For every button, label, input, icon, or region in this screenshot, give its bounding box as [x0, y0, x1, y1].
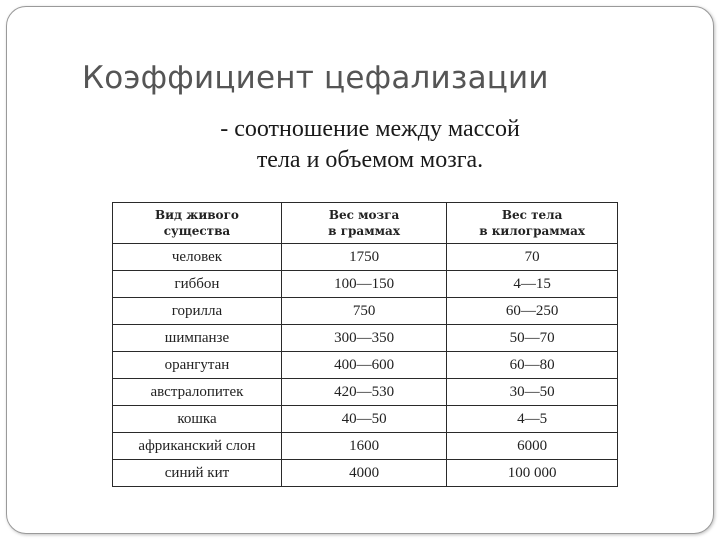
table-row: [113, 298, 618, 325]
cell-species: австралопитек: [113, 379, 282, 406]
header-brain-weight: [281, 203, 446, 244]
subtitle-line-1: - соотношение между массой: [220, 116, 520, 142]
cell-body-weight: 60—80: [447, 352, 618, 379]
cell-brain-weight: 300—350: [281, 325, 446, 352]
cell-brain-weight: 100—150: [281, 271, 446, 298]
table-header-row: [113, 203, 618, 244]
table-row: [113, 379, 618, 406]
header-species: [113, 203, 282, 244]
cell-species: орангутан: [113, 352, 282, 379]
cell-brain-weight: 4000: [281, 460, 446, 487]
cell-brain-weight: 1750: [281, 244, 446, 271]
cell-body-weight: 4—5: [447, 406, 618, 433]
header-species-line-1: Вид живого: [154, 208, 239, 222]
cell-body-weight: 60—250: [447, 298, 618, 325]
subtitle-line-2: тела и объемом мозга.: [256, 147, 484, 173]
cell-body-weight: 6000: [447, 433, 618, 460]
cell-brain-weight: 750: [281, 298, 446, 325]
cell-species: человек: [113, 244, 282, 271]
table-row: [113, 352, 618, 379]
cell-body-weight: 50—70: [447, 325, 618, 352]
table-row: [113, 271, 618, 298]
encephalization-table: [112, 202, 618, 487]
table-row: [113, 244, 618, 271]
cell-body-weight: 30—50: [447, 379, 618, 406]
cell-body-weight: 70: [447, 244, 618, 271]
cell-brain-weight: 40—50: [281, 406, 446, 433]
cell-body-weight: 4—15: [447, 271, 618, 298]
table-row: [113, 433, 618, 460]
cell-brain-weight: 1600: [281, 433, 446, 460]
table-row: [113, 460, 618, 487]
header-brain-line-2: в граммах: [328, 224, 400, 238]
cell-species: гиббон: [113, 271, 282, 298]
cell-body-weight: 100 000: [447, 460, 618, 487]
table-row: [113, 406, 618, 433]
cell-species: африканский слон: [113, 433, 282, 460]
slide-subtitle: [160, 114, 580, 176]
cell-brain-weight: 420—530: [281, 379, 446, 406]
header-body-weight: [447, 203, 618, 244]
header-body-line-1: Вес тела: [501, 208, 563, 222]
cell-species: кошка: [113, 406, 282, 433]
slide-title: Коэффициент цефализации: [82, 60, 549, 96]
table-row: [113, 325, 618, 352]
header-brain-line-1: Вес мозга: [328, 208, 400, 222]
header-body-line-2: в килограммах: [479, 224, 586, 238]
cell-brain-weight: 400—600: [281, 352, 446, 379]
cell-species: горилла: [113, 298, 282, 325]
cell-species: шимпанзе: [113, 325, 282, 352]
cell-species: синий кит: [113, 460, 282, 487]
header-species-line-2: существа: [163, 224, 231, 238]
